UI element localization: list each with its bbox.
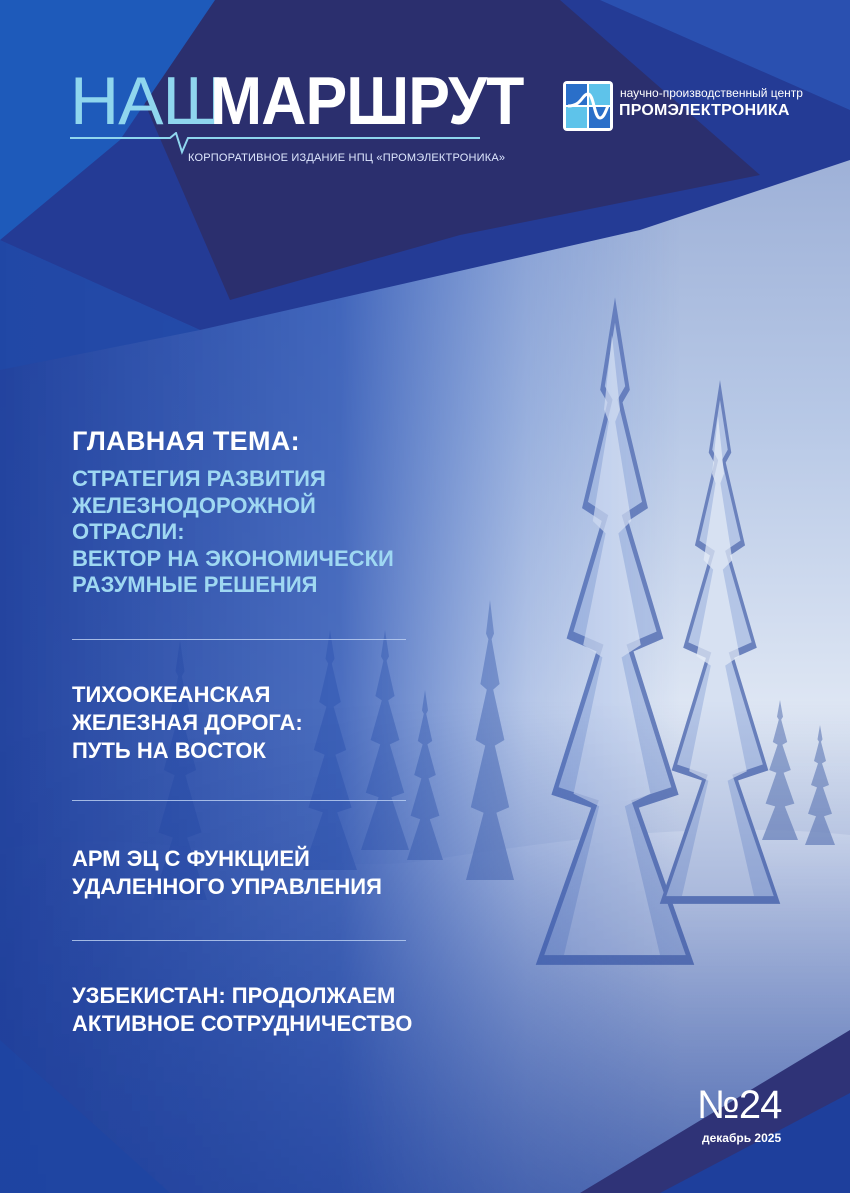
story-title-line: УЗБЕКИСТАН: ПРОДОЛЖАЕМ [72,983,396,1008]
story-title-line: АКТИВНОЕ СОТРУДНИЧЕСТВО [72,1011,413,1036]
issue-date: декабрь 2025 [702,1131,782,1145]
story-title-line: УДАЛЕННОГО УПРАВЛЕНИЯ [72,874,382,899]
masthead [0,0,850,200]
issue-number: №24 [697,1083,782,1127]
story-title-line: ПУТЬ НА ВОСТОК [72,738,266,763]
publisher-name: ПРОМЭЛЕКТРОНИКА [619,102,790,119]
story-title-line: АРМ ЭЦ С ФУНКЦИЕЙ [72,846,310,871]
lead-story-label: ГЛАВНАЯ ТЕМА: [72,426,300,456]
lead-story-title-line: РАЗУМНЫЕ РЕШЕНИЯ [72,572,318,597]
promelektronika-logo-icon [562,80,614,132]
divider-line [72,639,406,640]
masthead-subtitle: КОРПОРАТИВНОЕ ИЗДАНИЕ НПЦ «ПРОМЭЛЕКТРОНИКА» [188,152,506,164]
story-title-line: ТИХООКЕАНСКАЯ [72,682,271,707]
lead-story-title-line: ОТРАСЛИ: [72,519,185,544]
divider-line [72,940,406,941]
story-uzbekistan [72,982,412,1038]
story-arm-ec [72,845,382,901]
divider-line [72,800,406,801]
lead-story-title-line: СТРАТЕГИЯ РАЗВИТИЯ [72,466,326,491]
story-pacific-railway [72,681,303,765]
lead-story-title-line: ЖЕЛЕЗНОДОРОЖНОЙ [72,492,316,518]
lead-story-title-line: ВЕКТОР НА ЭКОНОМИЧЕСКИ [72,545,394,571]
masthead-title-marshrut: МАРШРУТ [210,63,524,139]
lead-story-title [72,466,394,599]
masthead-title-nash: НАШ [70,63,224,139]
publisher-tagline: научно-производственный центр [620,86,803,100]
story-title-line: ЖЕЛЕЗНАЯ ДОРОГА: [72,710,303,735]
